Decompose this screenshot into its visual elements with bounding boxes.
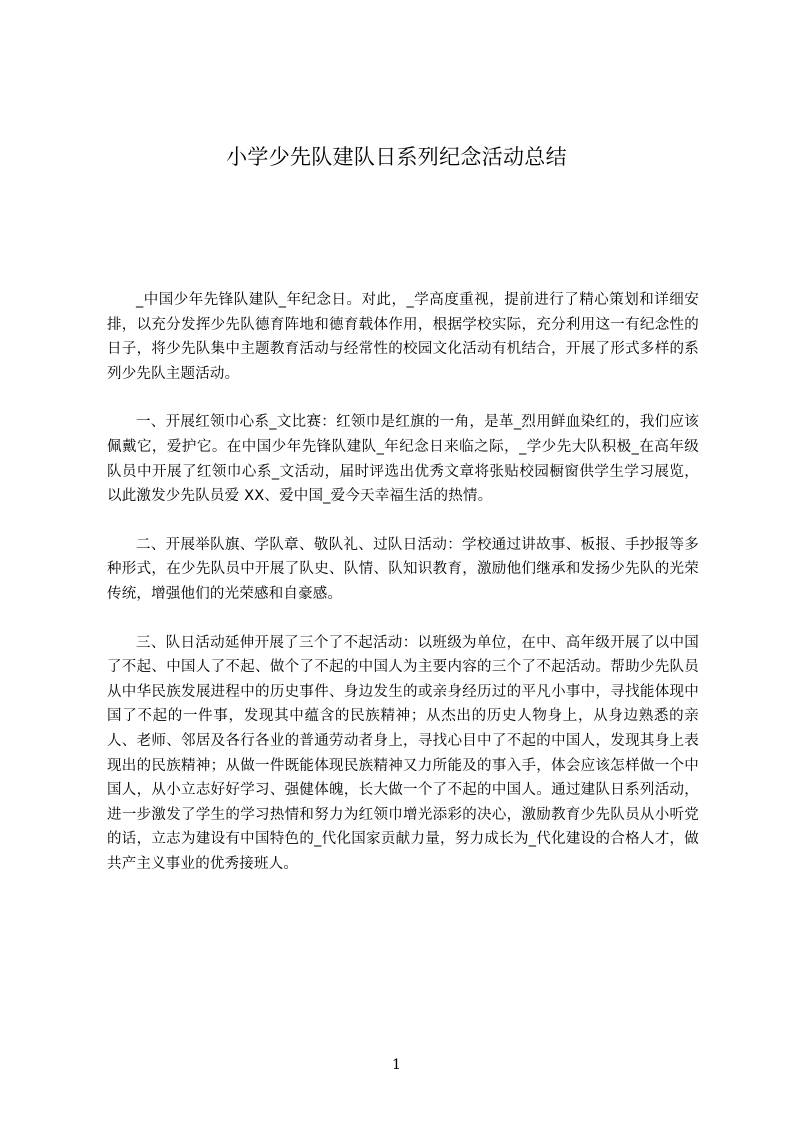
document-title: 小学少先队建队日系列纪念活动总结 bbox=[226, 145, 567, 169]
paragraph-section-3: 三、队日活动延伸开展了三个了不起活动：以班级为单位，在中、高年级开展了以中国了不起、中国人了不起、做个了不起的中国人为主要内容的三个了不起活动。帮助少先队员从中华民族发展进程中的历史事件、身边发生的或亲身经历过的平凡小事中，寻找能体现中国了不起的一件事，发现其中蕴含的民族精神；从杰出的历史人物身上，从身边熟悉的亲人、老师、邻居及各行各业的普通劳动者身上，寻找心目中了不起的中国人，发现其身上表现出的民族精神；从做一件既能体现民族精神又力所能及的事入手，体会应该怎样做一个中国人，从小立志好好学习、强健体魄，长大做一个了不起的中国人。通过建队日系列活动，进一步激发了学生的学习热情和努力为红领巾增光添彩的决心，激励教育少先队员从小听党的话，立志为建设有中国特色的_代化国家贡献力量，努力成长为_代化建设的合格人才，做共产主义事业的优秀接班人。 bbox=[107, 634, 699, 872]
paragraph-section-1: 一、开展红领巾心系_文比赛：红领巾是红旗的一角，是革_烈用鲜血染红的，我们应该佩戴它，爱护它。在中国少年先锋队建队_年纪念日来临之际，_学少先大队积极_在高年级队员中开展了红领巾心系_文活动，届时评选出优秀文章将张贴校园橱窗供学生学习展览，以此激发少先队员爱 XX、爱中国_爱今天幸福生活的热情。 bbox=[107, 414, 699, 505]
page-number: 1 bbox=[392, 1057, 401, 1073]
paragraph-section-2: 二、开展举队旗、学队章、敬队礼、过队日活动：学校通过讲故事、板报、手抄报等多种形式，在少先队员中开展了队史、队情、队知识教育，激励他们继承和发扬少先队的光荣传统，增强他们的光荣感和自豪感。 bbox=[107, 536, 699, 602]
document-body bbox=[107, 288, 699, 900]
paragraph-intro: _中国少年先锋队建队_年纪念日。对此，_学高度重视，提前进行了精心策划和详细安排，以充分发挥少先队德育阵地和德育载体作用，根据学校实际，充分利用这一有纪念性的日子，将少先队集中主题教育活动与经常性的校园文化活动有机结合，开展了形式多样的系列少先队主题活动。 bbox=[107, 292, 699, 382]
